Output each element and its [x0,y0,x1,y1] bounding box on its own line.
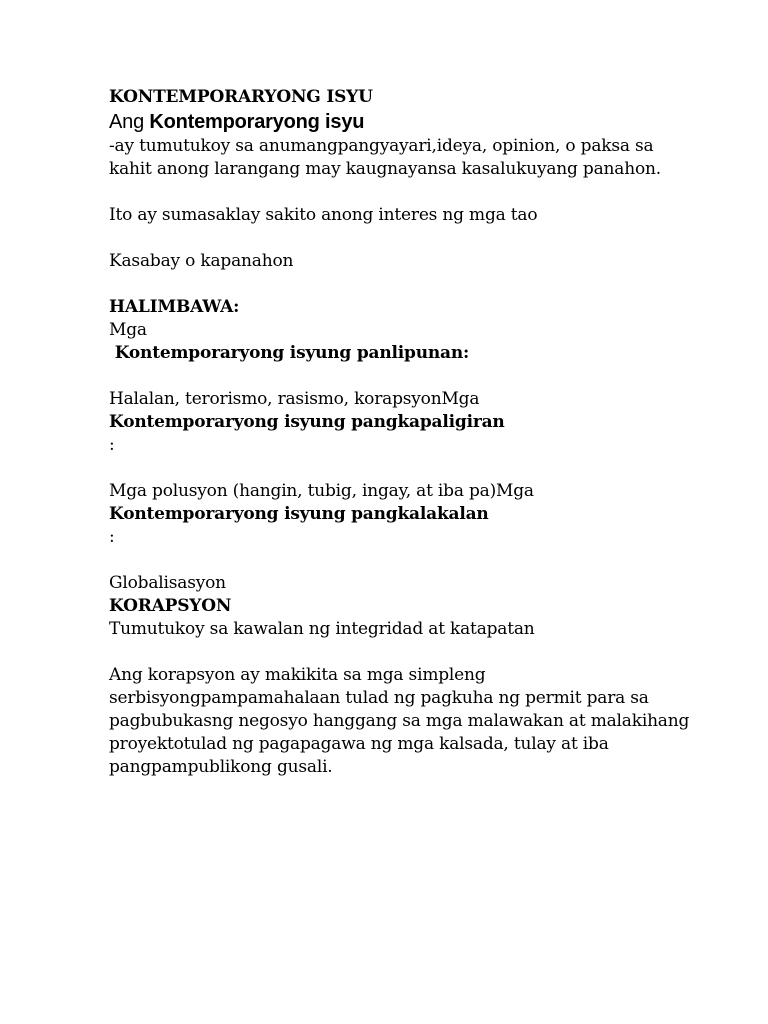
social-issues-heading: Kontemporaryong isyung panlipunan: [109,343,470,363]
intro-prefix: Ang [109,111,150,133]
scope-text: Ito ay sumasaklay sakito anong interes ng mga tao [109,205,538,225]
spacer [109,365,729,388]
spacer [109,641,729,664]
mga-text: Mga [109,320,147,340]
trade-issues-examples: Globalisasyon [109,573,226,593]
social-issues-examples: Halalan, terorismo, rasismo, korapsyonMga [109,389,480,409]
corruption-heading: KORAPSYON [109,596,232,616]
corruption-definition: Tumutukoy sa kawalan ng integridad at katapatan [109,619,535,639]
spacer [109,549,729,572]
corruption-paragraph-line-3: pagbubukasng negosyo hanggang sa mga malawakan at malakihang [109,711,690,731]
corruption-paragraph-line-1: Ang korapsyon ay makikita sa mga simpleng [109,665,486,685]
intro-line [109,109,729,135]
definition-line-2: kahit anong larangang may kaugnayansa kasalukuyang panahon. [109,159,661,179]
corruption-paragraph-line-2: serbisyongpampamahalaan tulad ng pagkuha ng permit para sa [109,688,649,708]
colon-text: : [109,527,115,547]
spacer [109,457,729,480]
corruption-paragraph-line-5: pangpampublikong gusali. [109,757,333,777]
corruption-paragraph-line-4: proyektotulad ng pagapagawa ng mga kalsada, tulay at iba [109,734,609,754]
spacer [109,273,729,296]
colon-text: : [109,435,115,455]
trade-issues-heading: Kontemporaryong isyung pangkalakalan [109,504,489,524]
spacer [109,227,729,250]
environmental-issues-heading: Kontemporaryong isyung pangkapaligiran [109,412,505,432]
spacer [109,181,729,204]
intro-term: Kontemporaryong isyu [149,111,365,133]
document-heading: KONTEMPORARYONG ISYU [109,87,373,107]
document-page [109,86,729,779]
definition-line-1: -ay tumutukoy sa anumangpangyayari,ideya, opinion, o paksa sa [109,136,654,156]
synonym-text: Kasabay o kapanahon [109,251,294,271]
examples-heading: HALIMBAWA: [109,297,240,317]
environmental-issues-examples: Mga polusyon (hangin, tubig, ingay, at iba pa)Mga [109,481,534,501]
